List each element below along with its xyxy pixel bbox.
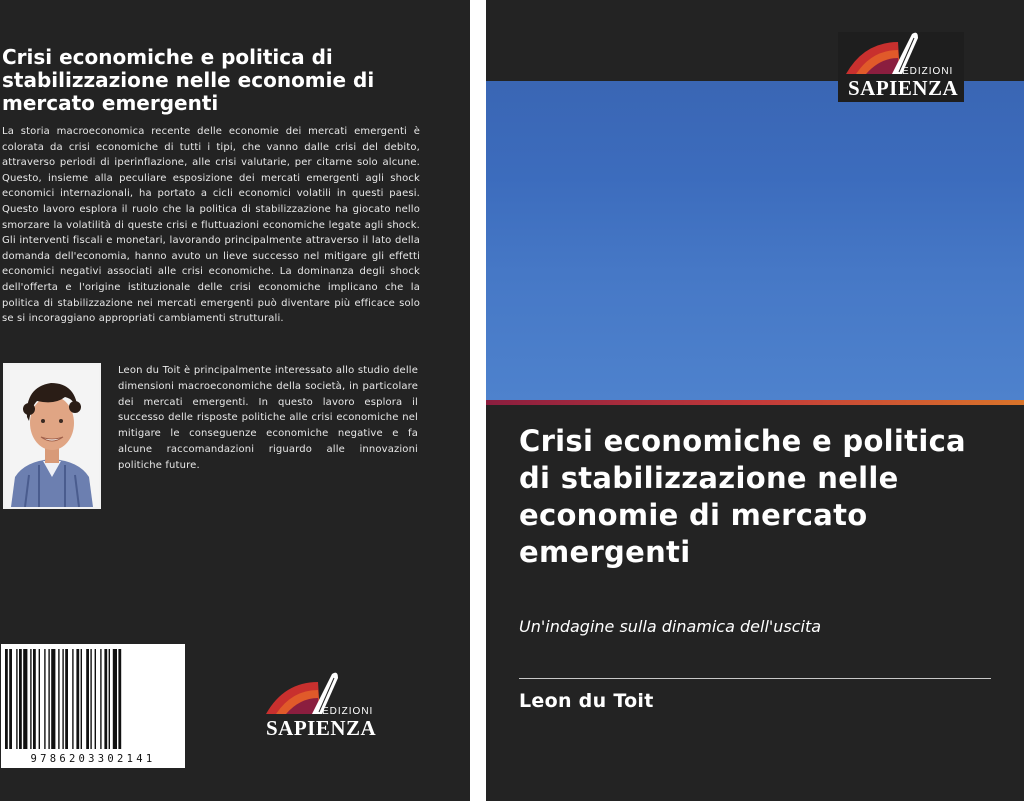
divider [519, 678, 991, 679]
author-bio: Leon du Toit è principalmente interessato allo studio delle dimensioni macroeconomiche della società, in particolare dei mercati emergenti. In questo lavoro esplora il successo delle risposte politiche alle crisi economiche nel mitigare le conseguenze economiche negative e fa alcune raccomandazioni riguardo alle innovazioni politiche future. [118, 365, 418, 471]
back-logo-name: SAPIENZA [266, 716, 377, 740]
color-strip [486, 400, 1024, 405]
isbn-barcode [1, 644, 185, 768]
front-cover-author: Leon du Toit [519, 690, 654, 712]
spine-gap [470, 0, 486, 801]
back-cover-title: Crisi economiche e politica di stabilizzazione nelle economie di mercato emergenti [2, 45, 375, 115]
front-cover [486, 0, 1024, 801]
front-cover-subtitle: Un'indagine sulla dinamica dell'uscita [519, 617, 822, 636]
author-photo [3, 363, 101, 509]
sky-photo [486, 81, 1024, 401]
back-publisher-logo [262, 668, 386, 746]
front-publisher-logo [838, 32, 964, 102]
back-cover [0, 0, 470, 801]
author-portrait-illustration [5, 365, 99, 507]
front-cover-title: Crisi economiche e politica di stabilizzazione nelle economie di mercato emergenti [519, 424, 966, 569]
isbn-number: 9786203302141 [30, 753, 156, 765]
back-logo-imprint: EDIZIONI [322, 706, 374, 717]
barcode-icon [3, 649, 183, 749]
front-logo-imprint: EDIZIONI [902, 66, 954, 77]
front-logo-name: SAPIENZA [848, 76, 959, 100]
back-cover-blurb: La storia macroeconomica recente delle economie dei mercati emergenti è colorata da crisi economiche di tutti i tipi, che vanno dalle crisi del debito, attraverso periodi di iperinflazione, alle crisi valutarie, per citarne solo alcune. Questo, insieme alla peculiare esposizione dei mercati emergenti agli shock economici internazionali, ha portato a cicli economici volatili in questi paesi. Questo lavoro esplora il ruolo che la politica di stabilizzazione ha giocato nello smorzare la volatilità di queste crisi e fluttuazioni economiche legate agli shock. Gli interventi fiscali e monetari, lavorando principalmente attraverso il lato della domanda dell'economia, hanno avuto un lieve successo nel mitigare gli effetti economici negativi associati alle crisi economiche. La dominanza degli shock dell'offerta e l'origine istituzionale delle crisi economiche implicano che la politica di stabilizzazione nei mercati emergenti può diventare più efficace solo se si incoraggiano appropriati cambiamenti strutturali. [2, 126, 420, 325]
